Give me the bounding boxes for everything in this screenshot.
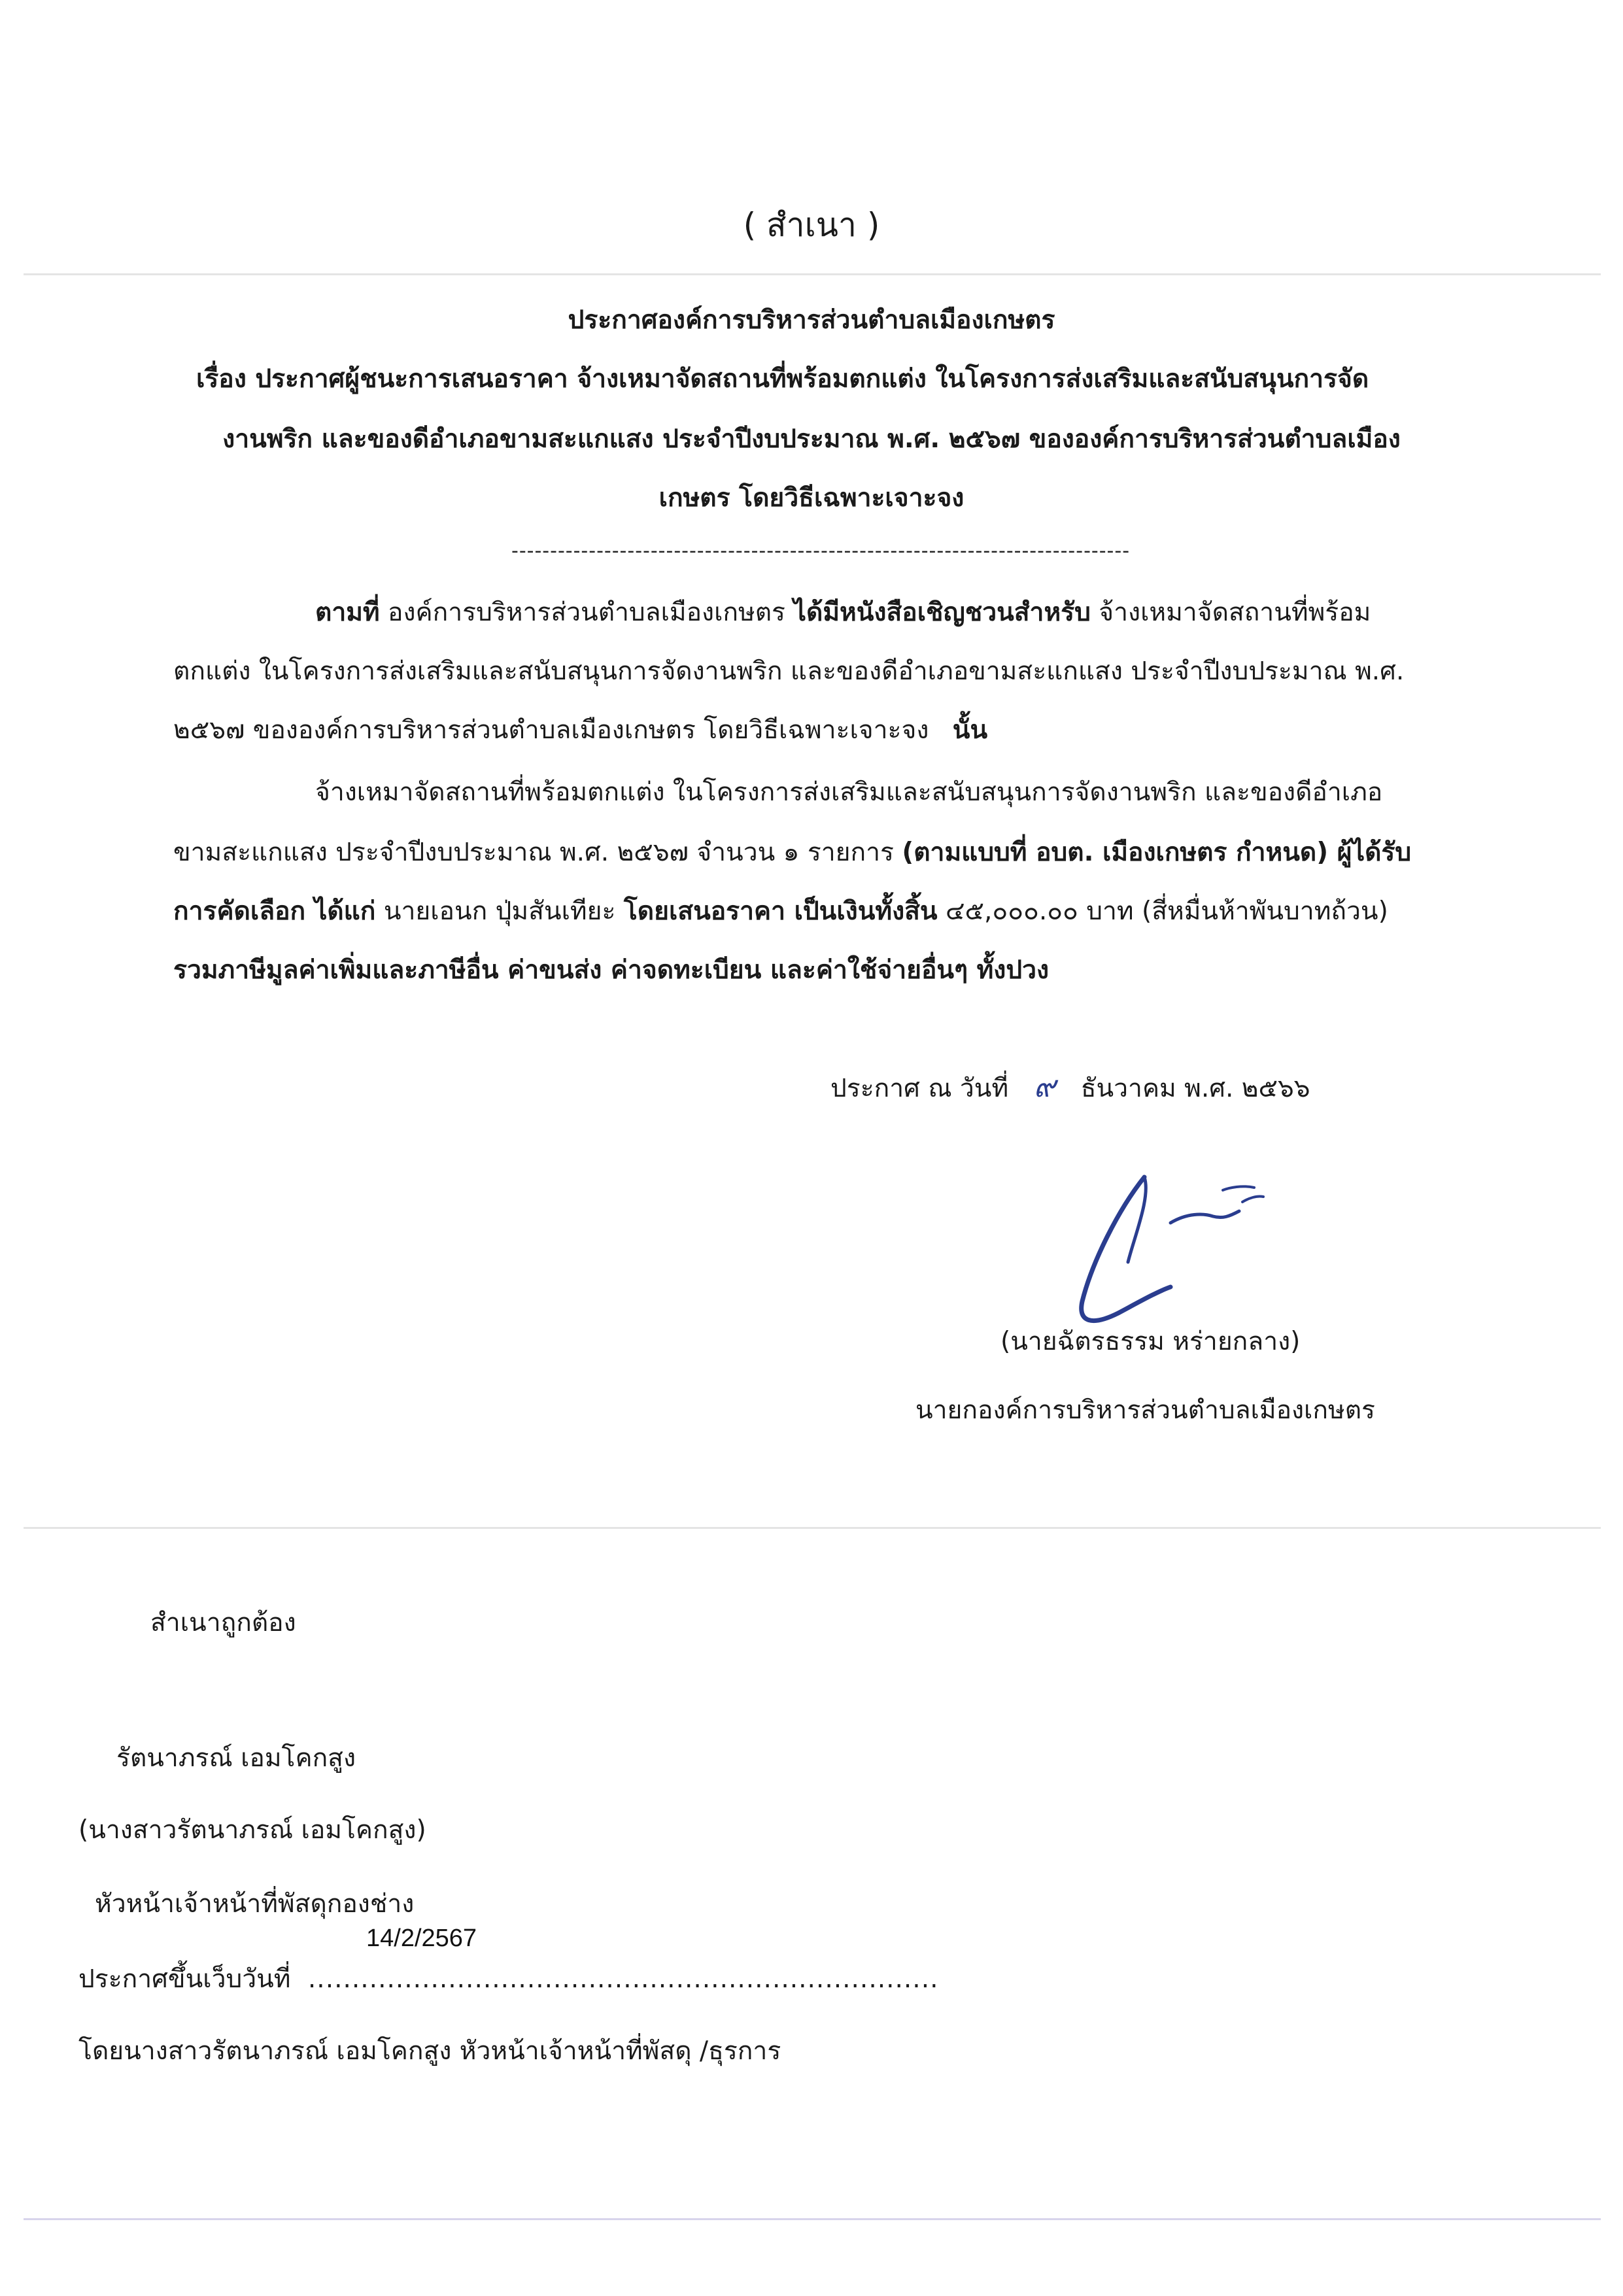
certify-full-name: (นางสาวรัตนาภรณ์ เอมโคกสูง) — [78, 1815, 426, 1845]
certify-position: หัวหน้าเจ้าหน้าที่พัสดุกองช่าง — [95, 1889, 415, 1919]
signer-position: นายกองค์การบริหารส่วนตำบลเมืองเกษตร — [915, 1396, 1375, 1425]
certify-signature-name: รัตนาภรณ์ เอมโคกสูง — [116, 1743, 356, 1773]
subject-text-1: ประกาศผู้ชนะการเสนอราคา จ้างเหมาจัดสถานที่พร้อมตกแต่ง ในโครงการส่งเสริมและสนับสนุนการจัด — [255, 364, 1369, 394]
para2-line4: รวมภาษีมูลค่าเพิ่มและภาษีอื่น ค่าขนส่ง ค่าจดทะเบียน และค่าใช้จ่ายอื่นๆ ทั้งปวง — [173, 955, 1050, 985]
para1-line3 — [173, 710, 987, 750]
para1-line3-text: ๒๕๖๗ ขององค์การบริหารส่วนตำบลเมืองเกษตร โดยวิธีเฉพาะเจาะจง — [173, 715, 929, 745]
para2-line3 — [173, 891, 1388, 931]
para2-line1: จ้างเหมาจัดสถานที่พร้อมตกแต่ง ในโครงการส่งเสริมและสนับสนุนการจัดงานพริก และของดีอำเภอ — [315, 778, 1383, 807]
web-date-value: 14/2/2567 — [366, 1925, 477, 1952]
para2-line2 — [173, 832, 1411, 872]
para1-line1 — [315, 592, 1371, 632]
announce-label: ประกาศ ณ วันที่ — [830, 1074, 1009, 1103]
subject-line-3: เกษตร โดยวิธีเฉพาะเจาะจง — [658, 483, 965, 513]
copy-mark: ( สำเนา ) — [743, 206, 880, 244]
para1-bold-1: ตามที่ — [315, 598, 380, 627]
announce-date — [830, 1063, 1310, 1110]
web-date-line — [78, 1959, 939, 1999]
subject-line-1 — [196, 358, 1369, 399]
subject-label: เรื่อง — [196, 364, 247, 394]
para1-text-1: องค์การบริหารส่วนตำบลเมืองเกษตร — [379, 598, 794, 627]
para2-line2-text: ขามสะแกแสง ประจำปีงบประมาณ พ.ศ. ๒๕๖๗ จำนวน ๑ รายการ — [173, 838, 902, 867]
announce-day: ๙ — [1033, 1069, 1056, 1104]
top-scan-line — [24, 273, 1601, 275]
middle-scan-line — [24, 1527, 1601, 1529]
announce-month-year: ธันวาคม พ.ศ. ๒๕๖๖ — [1080, 1074, 1310, 1103]
bottom-scan-line — [24, 2218, 1601, 2220]
para2-line3-bold-1: การคัดเลือก ได้แก่ — [173, 897, 376, 926]
para2-line3-text-2: ๔๕,๐๐๐.๐๐ บาท (สี่หมื่นห้าพันบาทถ้วน) — [937, 897, 1388, 926]
para1-line2: ตกแต่ง ในโครงการส่งเสริมและสนับสนุนการจัดงานพริก และของดีอำเภอขามสะแกแสง ประจำปีงบประมาณ พ.ศ. — [173, 657, 1405, 686]
para2-line2-bold: (ตามแบบที่ อบต. เมืองเกษตร กำหนด) ผู้ได้รับ — [902, 838, 1412, 867]
certify-label: สำเนาถูกต้อง — [150, 1608, 296, 1637]
heading-divider: -------------------------------------------------------------------------------- — [511, 540, 1131, 562]
para1-text-2: จ้างเหมาจัดสถานที่พร้อม — [1090, 598, 1371, 627]
org-heading: ประกาศองค์การบริหารส่วนตำบลเมืองเกษตร — [568, 305, 1055, 335]
web-date-label: ประกาศขึ้นเว็บวันที่ — [78, 1964, 291, 1994]
para1-line3-bold: นั้น — [952, 715, 988, 745]
by-line: โดยนางสาวรัตนาภรณ์ เอมโคกสูง หัวหน้าเจ้าหน้าที่พัสดุ /ธุรการ — [78, 2036, 781, 2066]
subject-line-2: งานพริก และของดีอำเภอขามสะแกแสง ประจำปีงบประมาณ พ.ศ. ๒๕๖๗ ขององค์การบริหารส่วนตำบลเมือง — [222, 424, 1401, 454]
mayor-signature-icon — [1046, 1151, 1321, 1347]
signer-name: (นายฉัตรธรรม หร่ายกลาง) — [1000, 1327, 1301, 1356]
para1-bold-2: ได้มีหนังสือเชิญชวนสำหรับ — [793, 598, 1091, 627]
web-date-dots: ........................................................................ — [307, 1964, 939, 1994]
para2-line3-bold-2: โดยเสนอราคา เป็นเงินทั้งสิ้น — [623, 897, 938, 926]
para2-line3-text: นายเอนก ปุ่มสันเทียะ — [375, 897, 624, 926]
